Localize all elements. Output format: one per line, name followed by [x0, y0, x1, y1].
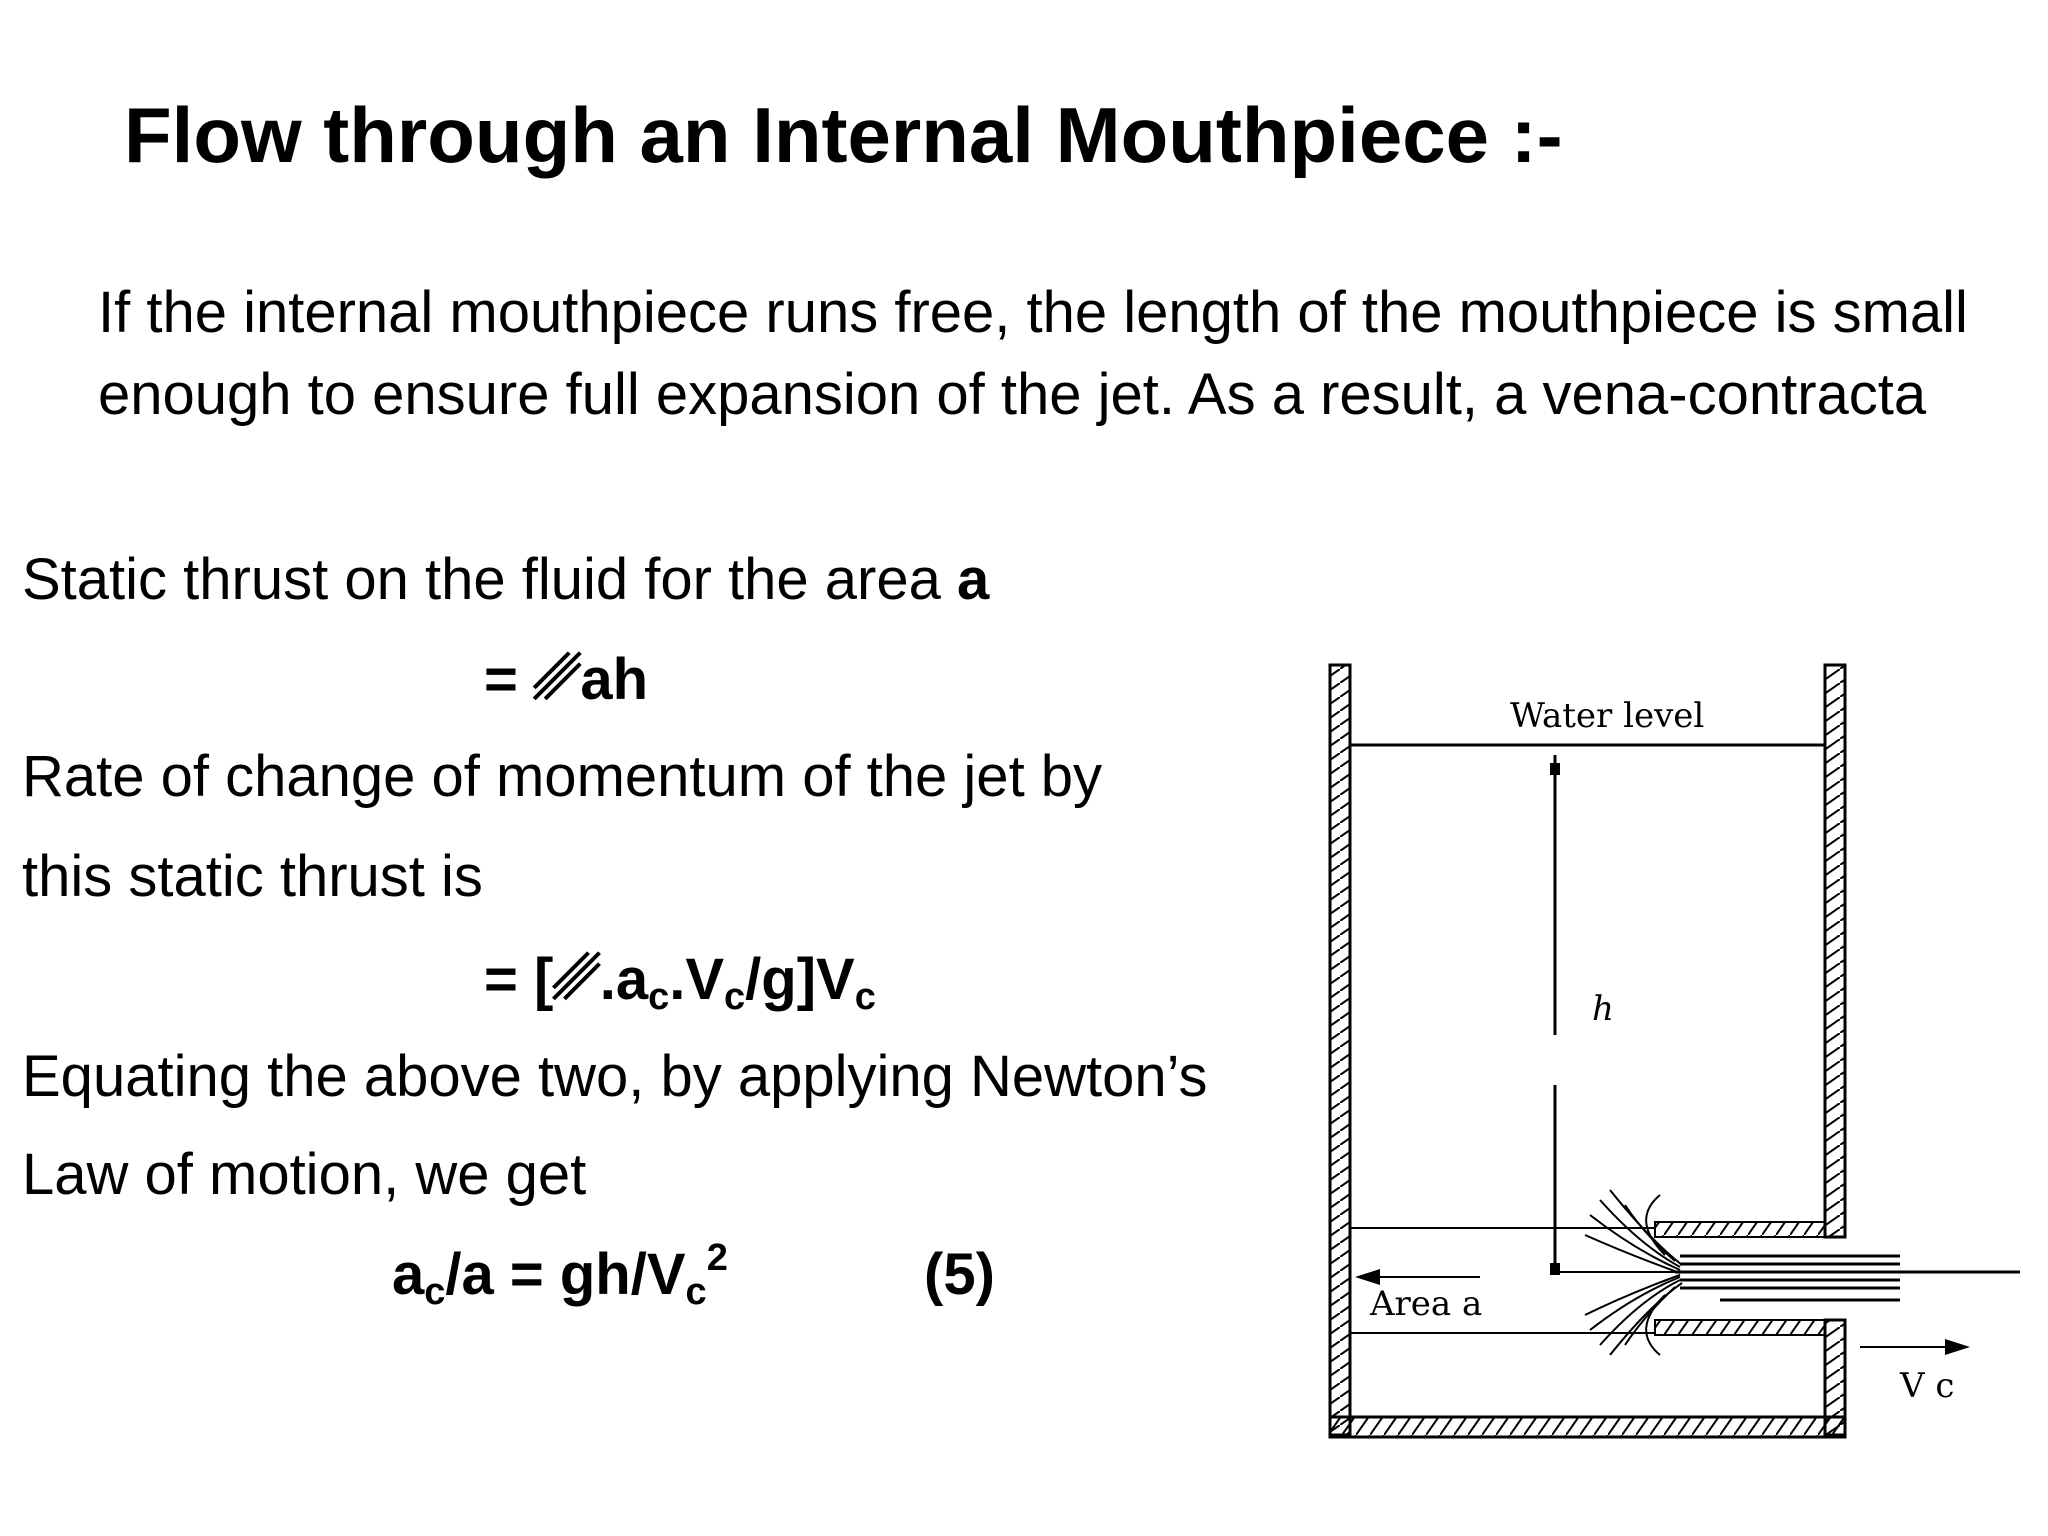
static-thrust-text: Static thrust on the fluid for the area — [22, 547, 957, 612]
eq3-part-2: /a = gh/V — [445, 1242, 686, 1307]
eq3-sub-1: c — [424, 1271, 446, 1313]
mouthpiece-lower-wall — [1655, 1320, 1825, 1335]
slide-title: Flow through an Internal Mouthpiece :- — [124, 91, 1563, 179]
eq2-sub-1: c — [648, 976, 670, 1018]
equation-momentum — [484, 945, 876, 1018]
eq3-part-1: a — [392, 1242, 425, 1307]
diagram-svg — [1300, 655, 2040, 1445]
intro-paragraph: If the internal mouthpiece runs free, the length of the mouthpiece is small enough to ensure full expansion of the jet. As a result, a vena-contracta — [98, 280, 1968, 427]
equating-line-1: Equating the above two, by applying Newton’s — [22, 1044, 1208, 1109]
water-level-label: Water level — [1510, 696, 1705, 736]
jet-lines — [1675, 1256, 2020, 1300]
static-thrust-line — [22, 545, 989, 615]
equation-result — [392, 1237, 728, 1313]
internal-mouthpiece-diagram — [1300, 655, 2040, 1445]
eq2-part-1: = [␥.a — [484, 947, 649, 1012]
eq2-part-3: /g]V — [745, 947, 855, 1012]
eq3-sub-2: c — [685, 1271, 707, 1313]
rate-of-change-line-1: Rate of change of momentum of the jet by — [22, 744, 1103, 809]
eq2-sub-2: c — [724, 976, 746, 1018]
equation-static-thrust: = ␥ah — [484, 647, 649, 712]
h-label: h — [1592, 989, 1614, 1029]
tank-bottom-wall — [1330, 1417, 1845, 1437]
eq3-sup: 2 — [706, 1237, 728, 1279]
equation-number: (5) — [924, 1242, 995, 1307]
velocity-label: V c — [1900, 1366, 1955, 1406]
left-tank-wall — [1330, 665, 1350, 1435]
eq2-sub-3: c — [854, 976, 876, 1018]
h-bottom-marker — [1550, 1263, 1560, 1275]
static-thrust-area-var: a — [956, 547, 990, 612]
eq2-part-2: .V — [669, 947, 725, 1012]
area-label: Area a — [1370, 1284, 1483, 1324]
right-tank-wall-upper — [1825, 665, 1845, 1237]
area-arrow-head — [1355, 1269, 1380, 1285]
mouthpiece-upper-wall — [1655, 1222, 1825, 1237]
rate-of-change-line-2: this static thrust is — [22, 844, 483, 909]
lower-streamlines — [1585, 1275, 1682, 1355]
equating-line-2: Law of motion, we get — [22, 1142, 587, 1207]
velocity-arrow-head — [1945, 1339, 1970, 1355]
h-top-marker — [1550, 763, 1560, 775]
